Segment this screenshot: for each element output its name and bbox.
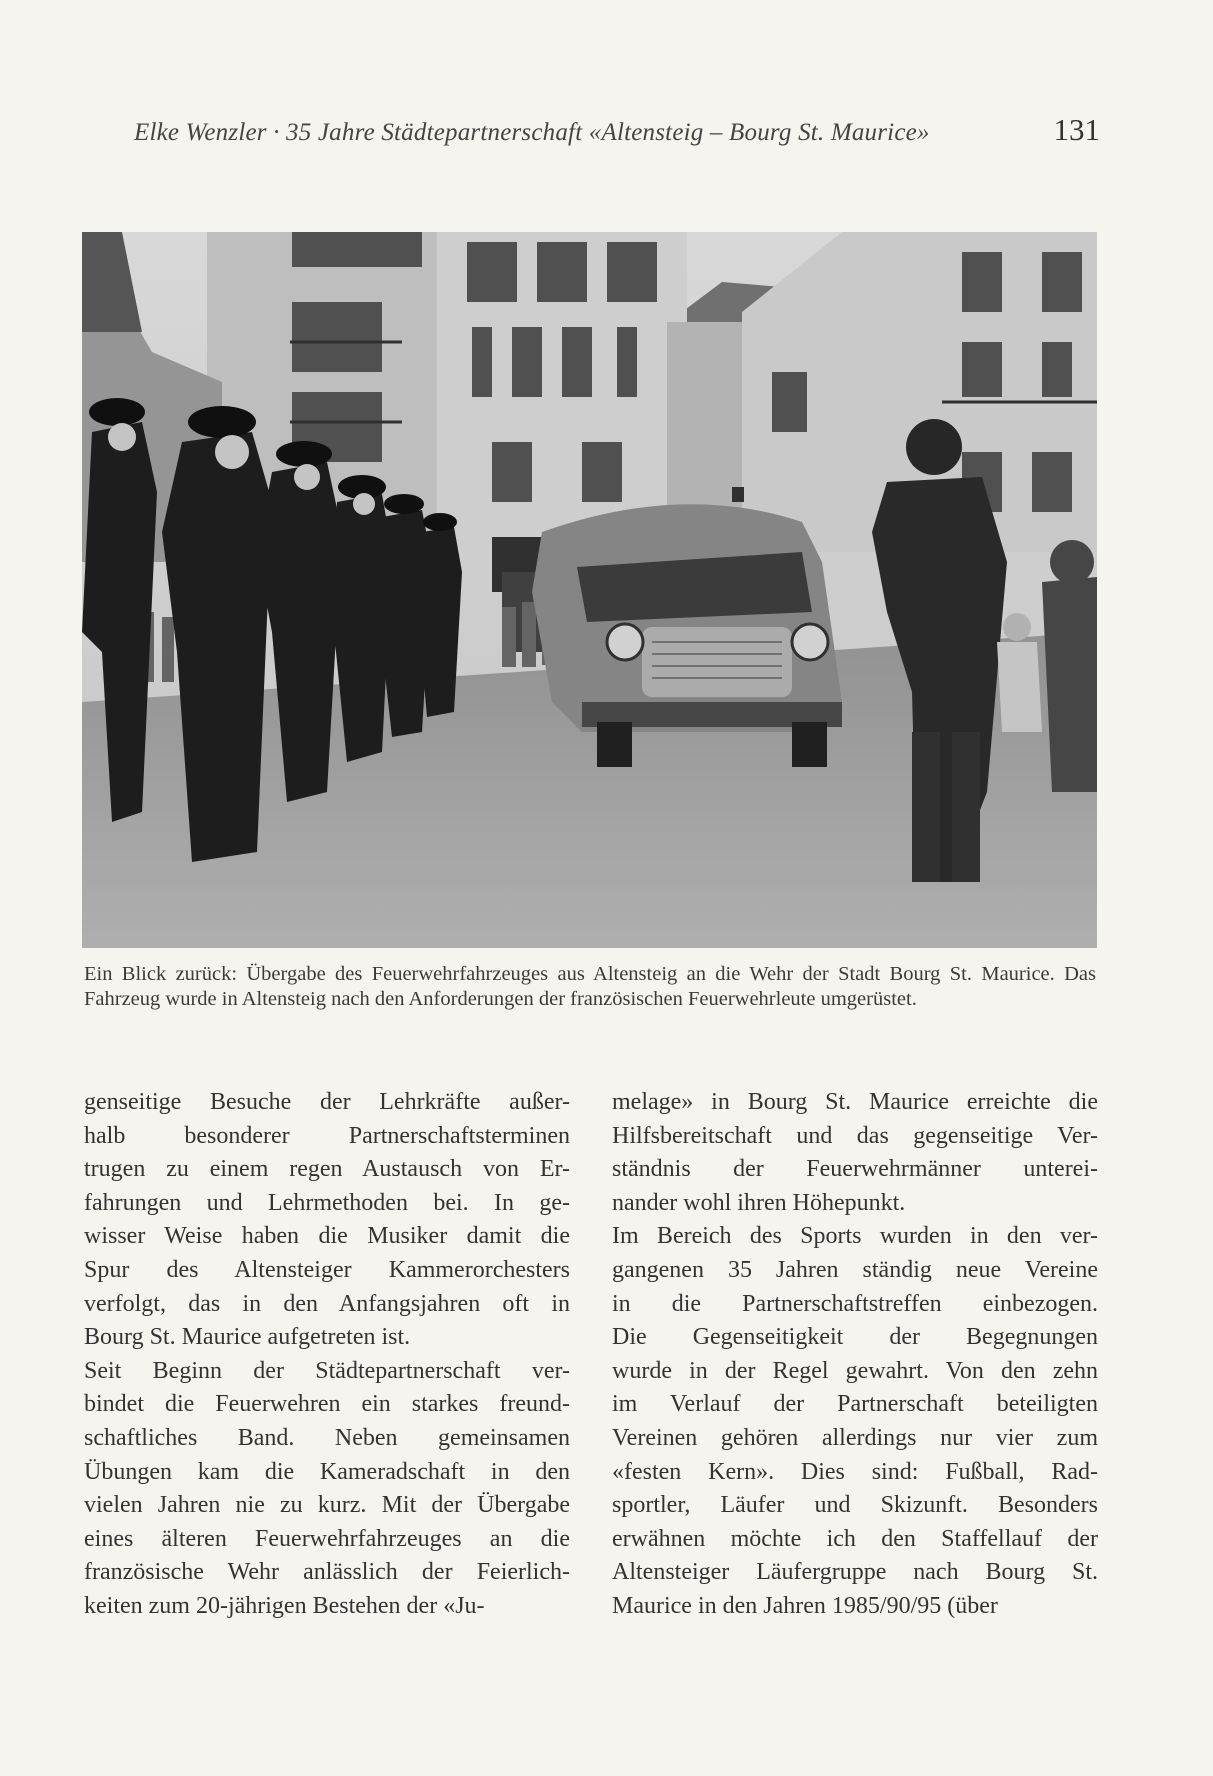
text-line: verfolgt, das in den Anfangsjahren oft in — [84, 1290, 570, 1317]
text-line: «festen Kern». Dies sind: Fußball, Rad- — [612, 1458, 1098, 1485]
text-line: Maurice in den Jahren 1985/90/95 (über — [612, 1592, 998, 1619]
text-line: vielen Jahren nie zu kurz. Mit der Übergabe — [84, 1492, 570, 1519]
text-line: Vereinen gehören allerdings nur vier zum — [612, 1424, 1098, 1451]
page-number: 131 — [1053, 112, 1100, 147]
photograph-fire-truck-handover — [82, 232, 1097, 948]
text-line: in die Partnerschaftstreffen einbezogen. — [612, 1290, 1098, 1317]
text-line: Altensteiger Läufergruppe nach Bourg St. — [612, 1559, 1098, 1586]
text-line: Im Bereich des Sports wurden in den ver- — [612, 1223, 1098, 1250]
text-line: bindet die Feuerwehren ein starkes freund- — [84, 1391, 570, 1418]
text-line: nander wohl ihren Höhepunkt. — [612, 1189, 906, 1216]
text-line: ständnis der Feuerwehrmänner unterei- — [612, 1156, 1098, 1183]
text-line: gangenen 35 Jahren ständig neue Vereine — [612, 1256, 1098, 1283]
text-line: trugen zu einem regen Austausch von Er- — [84, 1156, 570, 1183]
running-header — [134, 112, 1100, 148]
text-line: Spur des Altensteiger Kammerorchesters — [84, 1256, 570, 1283]
text-line: melage» in Bourg St. Maurice erreichte die — [612, 1089, 1098, 1115]
text-line: keiten zum 20-jährigen Bestehen der «Ju- — [84, 1592, 485, 1619]
text-line: Die Gegenseitigkeit der Begegnungen — [612, 1324, 1098, 1351]
text-line: wurde in der Regel gewahrt. Von den zehn — [612, 1357, 1098, 1384]
text-line: Seit Beginn der Städtepartnerschaft ver- — [84, 1357, 570, 1384]
text-line: genseitige Besuche der Lehrkräfte außer- — [84, 1089, 570, 1115]
text-line: Bourg St. Maurice aufgetreten ist. — [84, 1324, 411, 1351]
text-line: sportler, Läufer und Skizunft. Besonders — [612, 1492, 1098, 1519]
text-line: französische Wehr anlässlich der Feierlich- — [84, 1559, 570, 1586]
text-column-left — [84, 1086, 570, 1624]
running-title: Elke Wenzler · 35 Jahre Städtepartnerschaft «Altensteig – Bourg St. Maurice» — [134, 119, 930, 146]
text-column-right — [612, 1086, 1098, 1624]
text-line: schaftliches Band. Neben gemeinsamen — [84, 1424, 570, 1451]
text-line: Übungen kam die Kameradschaft in den — [84, 1458, 570, 1485]
photo-illustration — [82, 232, 1097, 948]
text-line: im Verlauf der Partnerschaft beteiligten — [612, 1391, 1098, 1418]
text-line: erwähnen möchte ich den Staffellauf der — [612, 1525, 1098, 1552]
text-line: halb besonderer Partnerschaftsterminen — [84, 1122, 570, 1149]
text-line: eines älteren Feuerwehrfahrzeuges an die — [84, 1525, 570, 1552]
body-text — [84, 1086, 1098, 1624]
photo-caption: Ein Blick zurück: Übergabe des Feuerwehrfahrzeuges aus Altensteig an die Wehr der Stadt Bourg St. Maurice. Das Fahrzeug wurde in Altensteig nach den Anforderungen der französischen Feuerwehrleute umgerüstet. — [84, 963, 1096, 1010]
text-line: Hilfsbereitschaft und das gegenseitige Ver- — [612, 1122, 1098, 1149]
text-line: wisser Weise haben die Musiker damit die — [84, 1223, 570, 1250]
text-line: fahrungen und Lehrmethoden bei. In ge- — [84, 1189, 570, 1216]
